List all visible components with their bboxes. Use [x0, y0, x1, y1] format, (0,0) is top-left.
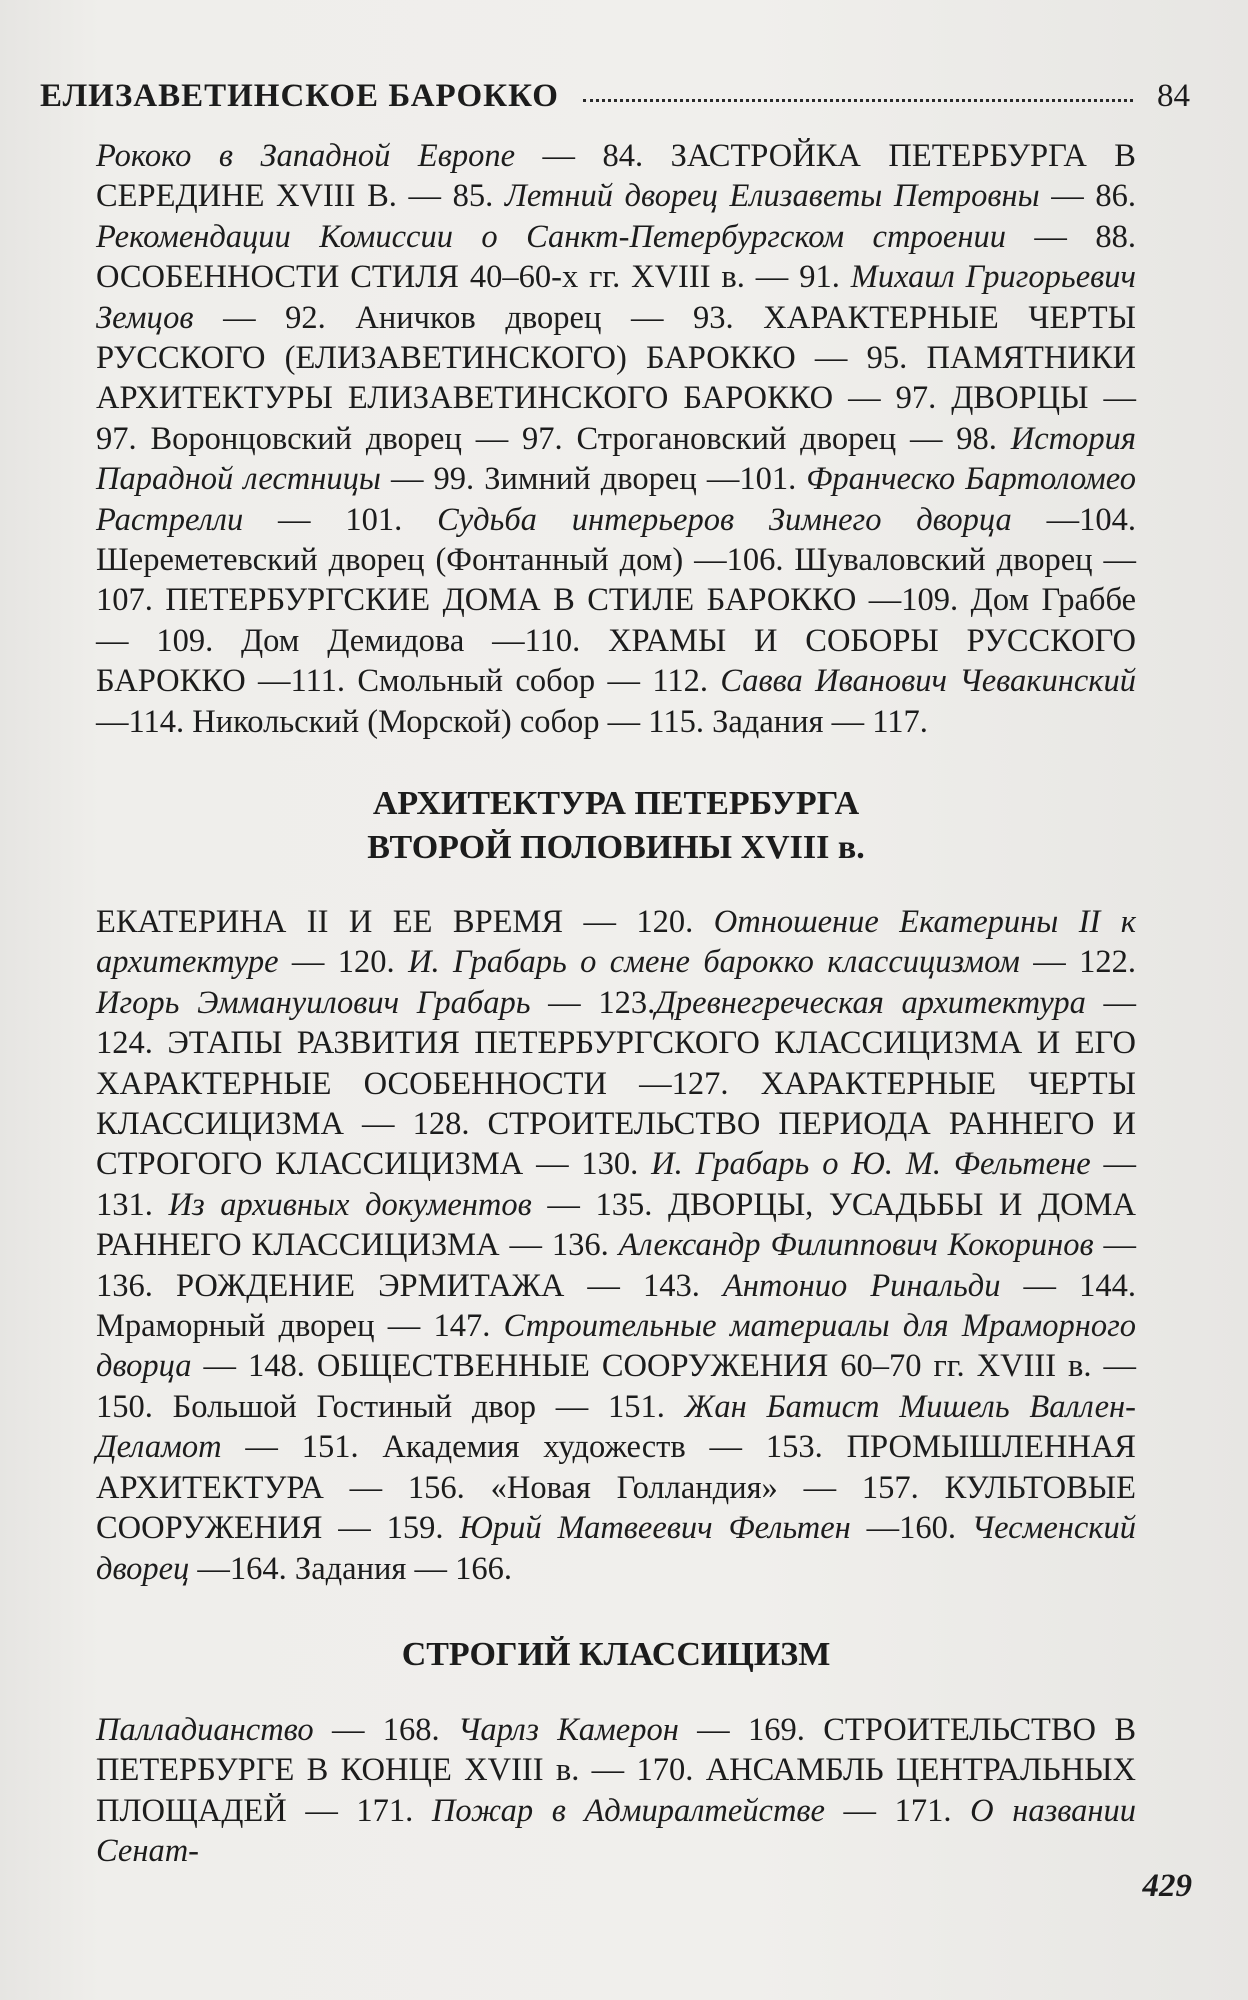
- toc-entry-text: —164. Задания — 166.: [189, 1550, 512, 1587]
- toc-entry-italic: Савва Иванович Чевакинский: [720, 663, 1136, 700]
- toc-entry-text: — 120.: [278, 944, 409, 981]
- toc-entry-italic: Пожар в Адмиралтействе: [431, 1792, 825, 1829]
- toc-entry-text: — 144. Мраморный дворец — 147.: [96, 1267, 1136, 1345]
- toc-entry-italic: Михаил Григорьевич Земцов: [96, 259, 1136, 336]
- toc-entry-italic: Александр Филиппович Кокоринов: [618, 1227, 1094, 1264]
- toc-entry-text: ЕКАТЕРИНА II И ЕЕ ВРЕМЯ — 120.: [96, 904, 714, 940]
- toc-entry-text: — 101.: [243, 501, 438, 538]
- running-header-title: ЕЛИЗАВЕТИНСКОЕ БАРОККО: [40, 78, 559, 114]
- toc-entries-elizabethan-baroque: [96, 136, 1136, 742]
- section-title-line: АРХИТЕКТУРА ПЕТЕРБУРГА: [372, 785, 860, 822]
- toc-entry-italic: Древнегреческая архитектура: [655, 984, 1086, 1021]
- toc-entry-italic: Из архивных документов: [168, 1186, 532, 1223]
- section-title-second-half-18th-century: [96, 782, 1136, 870]
- toc-entry-italic: Юрий Матвеевич Фельтен: [459, 1510, 851, 1547]
- dot-leader: [583, 99, 1133, 102]
- toc-entry-italic: И. Грабарь о Ю. М. Фельтене: [651, 1146, 1091, 1183]
- toc-entry-text: — 92. Аничков дворец — 93. ХАРАКТЕРНЫЕ ЧЕРТЫ РУССКОГО (ЕЛИЗАВЕТИНСКОГО) БАРОККО — 95. ПАМЯТНИКИ АРХИТЕКТУРЫ ЕЛИЗАВЕТИНСКОГО БАРОККО — 97. ДВОРЦЫ — 97. Воронцовский дворец — 97. Строгановский дворец — 98.: [96, 299, 1136, 457]
- toc-entry-text: — 151. Академия художеств — 153. ПРОМЫШЛЕННАЯ АРХИТЕКТУРА — 156. «Новая Голландия» — 157. КУЛЬТОВЫЕ СООРУЖЕНИЯ — 159.: [96, 1429, 1136, 1547]
- toc-entry-text: — 124. ЭТАПЫ РАЗВИТИЯ ПЕТЕРБУРГСКОГО КЛАССИЦИЗМА И ЕГО ХАРАКТЕРНЫЕ ОСОБЕННОСТИ —127. ХАРАКТЕРНЫЕ ЧЕРТЫ КЛАССИЦИЗМА — 128. СТРОИТЕЛЬСТВО ПЕРИОДА РАННЕГО И СТРОГОГО КЛАССИЦИЗМА — 130.: [96, 984, 1137, 1183]
- toc-entry-italic: Отношение Екатерины II к архитектуре: [96, 904, 1136, 981]
- toc-entry-text: — 135. ДВОРЦЫ, УСАДЬБЫ И ДОМА РАННЕГО КЛАССИЦИЗМА — 136.: [96, 1186, 1137, 1264]
- section-title-line: ВТОРОЙ ПОЛОВИНЫ XVIII в.: [367, 829, 865, 866]
- toc-entry-italic: И. Грабарь о смене барокко классицизмом: [408, 944, 1020, 981]
- toc-entry-italic: Франческо Бартоломео Растрелли: [96, 461, 1136, 538]
- toc-entry-text: — 148. ОБЩЕСТВЕННЫЕ СООРУЖЕНИЯ 60–70 гг. XVIII в. —150. Большой Гостиный двор — 151.: [96, 1348, 1136, 1425]
- toc-entry-italic: Игорь Эммануилович Грабарь: [96, 984, 531, 1021]
- running-header: [40, 78, 1190, 115]
- toc-entry-italic: Антонио Ринальди: [722, 1267, 1001, 1304]
- section-title-strict-classicism: СТРОГИЙ КЛАССИЦИЗМ: [401, 1636, 831, 1673]
- toc-entry-text: — 169. СТРОИТЕЛЬСТВО В ПЕТЕРБУРГЕ В КОНЦЕ XVIII в. — 170. АНСАМБЛЬ ЦЕНТРАЛЬНЫХ ПЛОЩАДЕЙ — 171.: [96, 1712, 1137, 1829]
- toc-entry-italic: Чесменский дворец: [96, 1510, 1137, 1587]
- toc-entry-italic: О названии Сенат-: [96, 1792, 1137, 1870]
- toc-entry-italic: Палладианство: [96, 1712, 314, 1748]
- toc-entry-italic: Жан Батист Мишель Валлен-Деламот: [96, 1388, 1136, 1466]
- toc-entry-text: — 122.: [1019, 944, 1137, 981]
- running-header-page-number: 84: [1157, 78, 1190, 114]
- toc-entry-text: —160.: [850, 1510, 972, 1547]
- toc-entry-italic: Строительные материалы для Мраморного дворца: [96, 1308, 1136, 1385]
- toc-entry-text: — 168.: [313, 1712, 458, 1748]
- toc-entry-text: — 99. Зимний дворец —101.: [380, 461, 807, 498]
- toc-entries-strict-classicism: [96, 1710, 1136, 1872]
- toc-entry-text: — 131.: [96, 1146, 1136, 1223]
- toc-entry-text: —104. Шереметевский дворец (Фонтанный дом) —106. Шуваловский дворец —107. ПЕТЕРБУРГСКИЕ ДОМА В СТИЛЕ БАРОККО —109. Дом Граббе — 109. Дом Демидова —110. ХРАМЫ И СОБОРЫ РУССКОГО БАРОККО —111. Смольный собор — 112.: [96, 501, 1137, 700]
- toc-entry-text: — 88. ОСОБЕННОСТИ СТИЛЯ 40–60-х гг. XVIII в. — 91.: [96, 218, 1137, 296]
- toc-entry-text: — 123.: [530, 984, 656, 1021]
- toc-entry-text: — 86.: [1039, 178, 1136, 215]
- toc-entries-second-half-18th-century: [96, 902, 1136, 1589]
- toc-entry-text: —114. Никольский (Морской) собор — 115. Задания — 117.: [96, 703, 928, 740]
- toc-entry-italic: Рококо в Западной Европе: [96, 138, 516, 174]
- page-number: 429: [1142, 1868, 1192, 1904]
- toc-entry-italic: Рекомендации Комиссии о Санкт-Петербургском строении: [96, 218, 1006, 255]
- toc-entry-text: — 136. РОЖДЕНИЕ ЭРМИТАЖА — 143.: [96, 1227, 1136, 1304]
- toc-entry-italic: История Парадной лестницы: [96, 420, 1136, 498]
- toc-entry-text: — 171.: [824, 1792, 971, 1829]
- toc-entry-italic: Чарлз Камерон: [457, 1712, 679, 1748]
- toc-entry-italic: Летний дворец Елизаветы Петровны: [504, 178, 1040, 215]
- toc-entry-italic: Судьба интерьеров Зимнего дворца: [437, 501, 1012, 538]
- toc-entry-text: — 84. ЗАСТРОЙКА ПЕТЕРБУРГА В СЕРЕДИНЕ XVIII В. — 85.: [96, 138, 1136, 215]
